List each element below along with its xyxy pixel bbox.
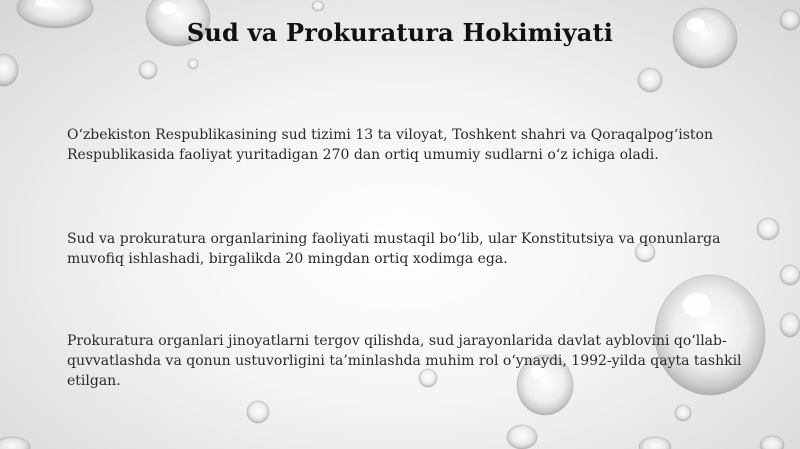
paragraph-prosecution: Prokuratura organlari jinoyatlarni tergov qilishda, sud jarayonlarida davlat ayblovini qo‘llab-quvvatlashda va qonun ustuvorligini ta’minlashda muhim rol o‘ynaydi, 1992-yilda qayta tashkil etilgan.: [67, 333, 742, 389]
paragraph-independence: Sud va prokuratura organlarining faoliyati mustaqil bo‘lib, ular Konstitutsiya va qonunlarga muvofiq ishlashadi, birgalikda 20 mingdan ortiq xodimga ega.: [67, 231, 721, 267]
slide-title: Sud va Prokuratura Hokimiyati: [186, 18, 614, 47]
paragraph-courts: O‘zbekiston Respublikasining sud tizimi 13 ta viloyat, Toshkent shahri va Qoraqalpog‘iston Respublikasida faoliyat yuritadigan 270 dan ortiq umumiy sudlarni o‘z ichiga oladi.: [67, 127, 713, 163]
